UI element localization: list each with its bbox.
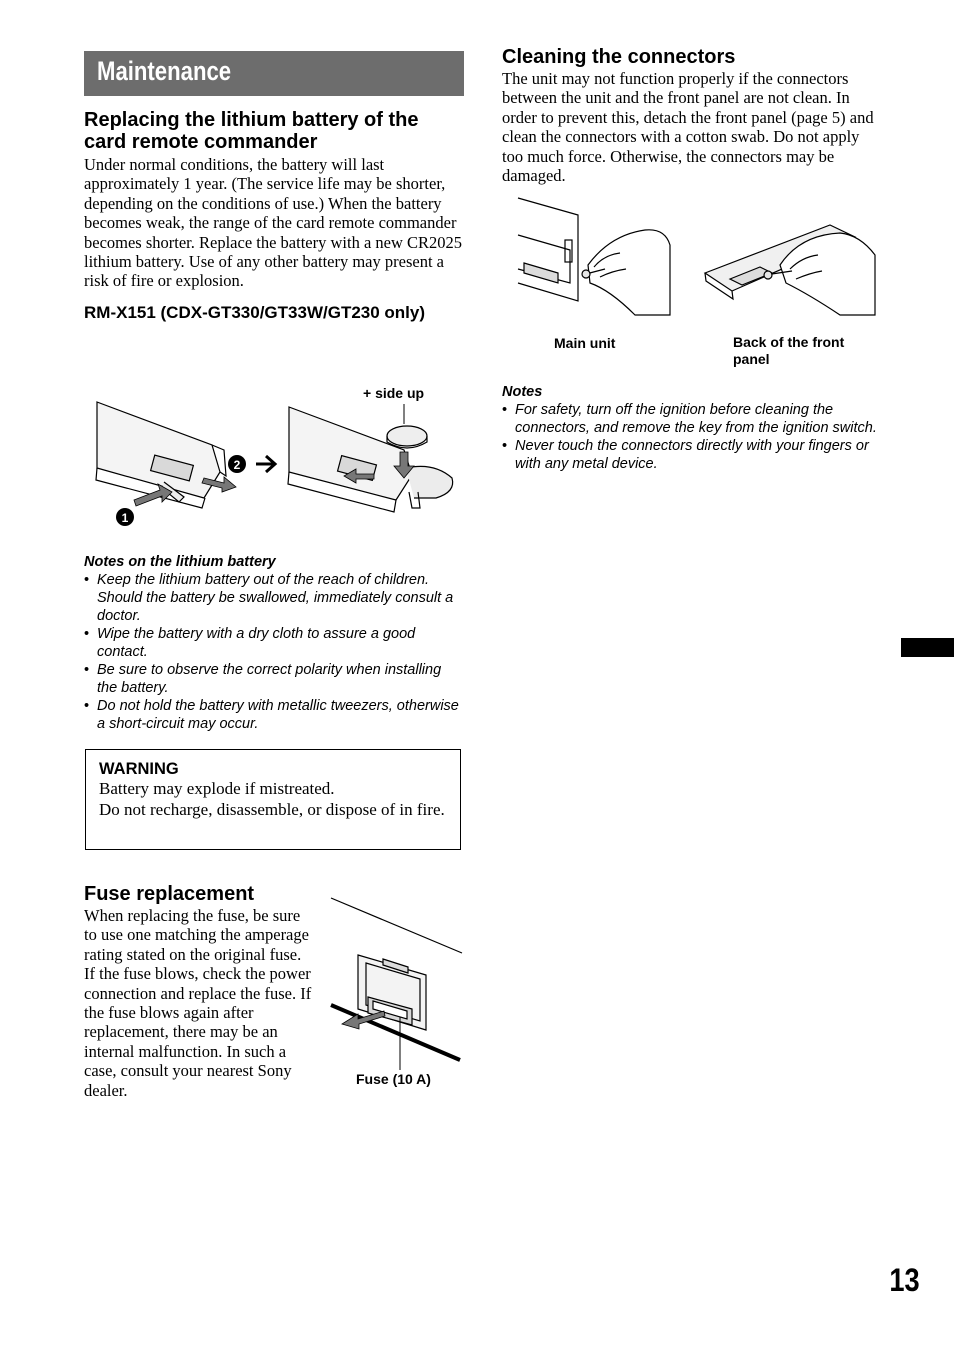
connectors-section xyxy=(502,46,882,185)
side-up-label: + side up xyxy=(363,385,425,401)
connectors-note: • Never touch the connectors directly with your fingers or with any metal device. xyxy=(502,437,882,473)
connectors-notes-list xyxy=(502,401,882,473)
warning-line-2: Do not recharge, disassemble, or dispose of in fire. xyxy=(99,799,445,819)
fuse-label: Fuse (10 A) xyxy=(356,1071,431,1087)
battery-notes-list xyxy=(84,571,464,733)
caption-main-unit: Main unit xyxy=(554,335,616,351)
warning-box xyxy=(85,749,461,850)
fuse-heading: Fuse replacement xyxy=(84,883,255,905)
battery-note: • Keep the lithium battery out of the reach of children. Should the battery be swallowed, immediately consult a doctor. xyxy=(84,571,464,625)
battery-notes xyxy=(84,553,464,733)
fuse-section xyxy=(84,883,316,1100)
page-number: 13 xyxy=(889,1262,920,1298)
warning-title: WARNING xyxy=(99,760,179,778)
connectors-notes xyxy=(502,383,882,473)
connector-cleaning-illustration xyxy=(510,195,880,323)
connectors-notes-title: Notes xyxy=(502,384,543,400)
battery-note: • Be sure to observe the correct polarity when installing the battery. xyxy=(84,661,464,697)
chapter-edge-tab xyxy=(901,638,954,657)
caption-front-panel: Back of the front panel xyxy=(733,334,845,367)
battery-note: • Wipe the battery with a dry cloth to assure a good contact. xyxy=(84,625,464,661)
battery-section xyxy=(84,109,464,323)
arrow-right-icon xyxy=(256,456,275,472)
battery-replacement-illustration xyxy=(84,380,464,530)
step-2-number: 2 xyxy=(233,458,241,472)
battery-notes-title: Notes on the lithium battery xyxy=(84,554,276,570)
connectors-body: The unit may not function properly if the connectors between the unit and the front panel are not clean. In order to prevent this, detach the front panel (page 5) and clean the connectors with a cotton swab. Do not apply too much force. Otherwise, the connectors may be damaged. xyxy=(502,69,874,186)
fuse-body: When replacing the fuse, be sure to use one matching the amperage rating stated on the original fuse. If the fuse blows, check the power connection and replace the fuse. If the fuse blows again after replacement, there may be an internal malfunction. In such a case, consult your nearest Sony dealer. xyxy=(84,906,312,1100)
connectors-note: • For safety, turn off the ignition before cleaning the connectors, and remove the key from the ignition switch. xyxy=(502,401,882,437)
step-1-number: 1 xyxy=(121,511,129,525)
connectors-heading: Cleaning the connectors xyxy=(502,46,736,68)
remote-model-heading: RM-X151 (CDX-GT330/GT33W/GT230 only) xyxy=(84,302,426,322)
battery-note: • Do not hold the battery with metallic tweezers, otherwise a short-circuit may occur. xyxy=(84,697,464,733)
fuse-illustration xyxy=(328,895,464,1095)
section-title: Maintenance xyxy=(97,56,232,86)
section-banner xyxy=(84,51,464,96)
warning-line-1: Battery may explode if mistreated. xyxy=(99,779,335,798)
battery-heading: Replacing the lithium battery of the card remote commander xyxy=(84,109,419,153)
battery-body: Under normal conditions, the battery will last approximately 1 year. (The service life may be shorter, depending on the conditions of use.) When the battery becomes weak, the range of the card remote commander becomes shorter. Replace the battery with a new CR2025 lithium battery. Use of any other battery may present a risk of fire or explosion. xyxy=(84,155,463,291)
